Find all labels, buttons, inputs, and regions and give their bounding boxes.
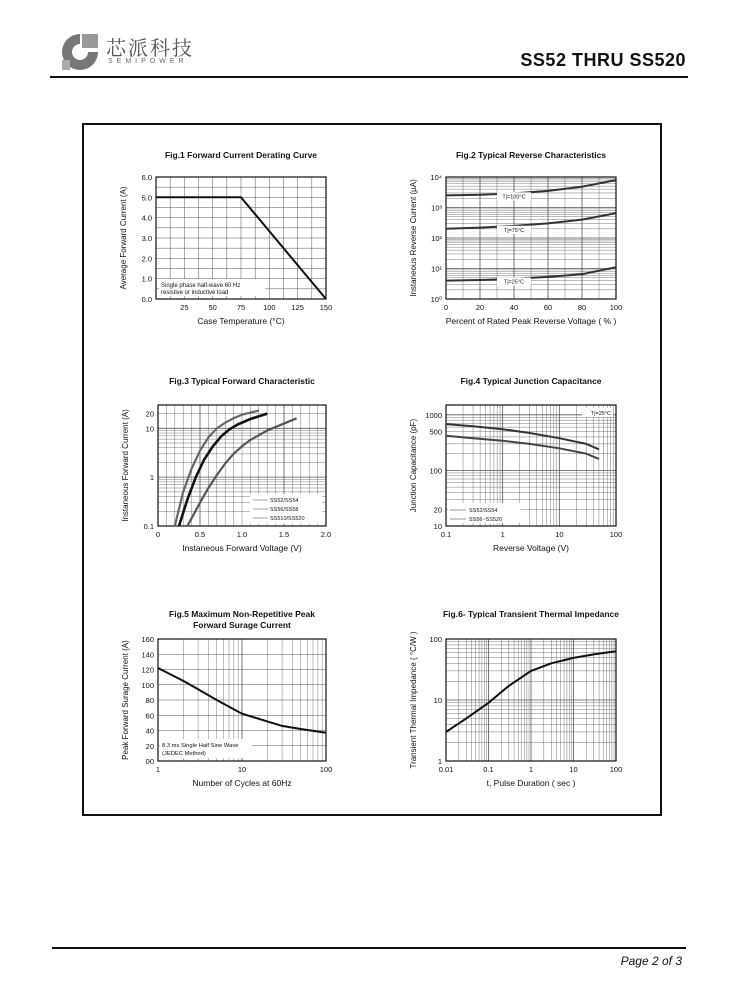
y-axis-label: Instaneous Reverse Current (µA) [409,179,418,297]
y-tick-label: 1.0 [141,274,152,284]
y-tick-label: 20 [145,409,154,419]
figure-4 [409,376,622,553]
y-tick-label: 1 [149,473,154,483]
document-title: SS52 THRU SS520 [520,50,686,70]
x-tick-label: 100 [319,765,333,774]
figure-title: Fig.1 Forward Current Derating Curve [164,150,318,160]
x-tick-label: 20 [475,303,485,312]
x-tick-label: 0.1 [440,530,452,539]
y-tick-label: 160 [141,635,154,644]
y-tick-label: 80 [145,696,154,705]
y-tick-label: 10⁰ [430,295,442,304]
y-axis-label: Junction Capacitance (pF) [409,418,418,513]
x-tick-label: 25 [180,303,189,312]
y-axis-label: Peak Forward Surage Current (A) [121,640,130,760]
figure-title: Fig.3 Typical Forward Characteristic [169,376,315,386]
x-tick-label: 125 [291,303,304,312]
y-tick-label: 40 [145,726,154,736]
data-series-line [446,424,599,449]
x-tick-label: 1 [155,765,161,774]
y-tick-label: 10⁴ [430,173,442,182]
footer-divider [52,947,686,949]
y-tick-label: 10³ [431,203,442,213]
figure-title: Fig.4 Typical Junction Capacitance [460,376,602,386]
annotation-text: Tj=100°C [502,194,526,201]
x-tick-label: 100 [609,530,623,539]
data-series-line [446,436,599,459]
y-axis-label: Average Forward Current (A) [119,186,128,290]
x-tick-label: 100 [263,303,276,312]
logo-english-text: SEMIPOWER [108,58,188,65]
y-tick-label: 140 [141,650,154,660]
y-tick-label: 1000 [425,410,442,420]
x-tick-label: 0 [443,303,449,312]
x-tick-label: 1.0 [236,530,248,539]
y-tick-label: 4.0 [141,213,152,223]
page-number: Page 2 of 3 [620,954,682,968]
y-tick-label: 10¹ [431,264,442,274]
x-tick-label: 0.1 [483,765,494,774]
y-tick-label: 6.0 [141,173,152,182]
legend-label: SS56~SS520 [469,517,503,523]
y-tick-label: 100 [429,635,442,644]
figure-title: Fig.5 Maximum Non-Repetitive Peak [169,609,315,619]
figure-6 [409,609,622,788]
y-tick-label: 20 [145,741,154,751]
x-tick-label: 40 [509,303,519,312]
x-tick-label: 80 [577,303,587,312]
y-axis-label: Transient Thermal Impedance ( °C/W ) [409,631,418,769]
x-tick-label: 50 [208,303,217,312]
x-tick-label: 60 [543,303,553,312]
x-axis-label: Reverse Voltage (V) [492,543,570,553]
figure-title-line2: Forward Surage Current [193,620,291,630]
annotation-text: Tj=75°C [503,227,525,234]
note-text: 8.3 ms Single Half Sine Wave [162,743,239,749]
x-tick-label: 100 [609,765,623,774]
note-text: Single phase half-wave 60 Hz [161,283,241,289]
figure-title: Fig.2 Typical Reverse Characteristics [455,150,607,160]
x-tick-label: 1.5 [278,530,290,539]
figure-3 [121,376,331,553]
y-tick-label: 10 [145,424,154,434]
note-text: resistive or inductive load [161,290,229,296]
figure-1 [119,150,332,326]
x-tick-label: 100 [609,303,623,312]
y-tick-label: 10 [433,696,442,705]
y-tick-label: 20 [433,505,442,515]
y-tick-label: 10² [431,234,442,243]
y-tick-label: 10 [433,522,442,531]
legend-label: SS52/SS54 [469,508,498,514]
x-tick-label: 75 [236,303,246,312]
legend-label: SS56/SS58 [270,507,299,513]
legend-label: SS510/SS520 [270,516,305,522]
x-tick-label: 10 [237,765,247,774]
y-tick-label: 500 [429,427,442,437]
x-axis-label: Number of Cycles at 60Hz [192,778,292,788]
x-tick-label: 150 [319,303,333,312]
x-tick-label: 2.0 [320,530,332,539]
y-tick-label: 100 [141,680,154,690]
logo-chinese-text: 芯派科技 [106,36,194,60]
x-axis-label: Percent of Rated Peak Reverse Voltage ( % ) [445,316,617,326]
x-tick-label: 10 [569,765,578,774]
legend-label: SS52/SS54 [270,498,299,504]
y-tick-label: 100 [429,466,442,476]
x-tick-label: 0.5 [194,530,206,539]
y-axis-label: Instaneous Forward Current (A) [121,409,130,522]
annotation-text: Tj=25°C [590,411,611,417]
x-tick-label: 10 [555,530,564,539]
figure-5 [121,609,332,788]
y-tick-label: 2.0 [141,254,152,264]
note-text: (JEDEC Method) [162,751,206,757]
x-tick-label: 1 [500,530,505,539]
y-tick-label: 3.0 [141,234,152,243]
y-tick-label: 60 [145,711,154,721]
x-tick-label: 0.01 [438,765,454,774]
y-tick-label: 00 [145,757,154,766]
annotation-text: Tj=25°C [503,279,525,286]
y-tick-label: 5.0 [141,193,152,203]
x-axis-label: Instaneous Forward Voltage (V) [182,543,302,553]
figure-2 [409,150,622,326]
y-tick-label: 1 [437,757,442,766]
y-tick-label: 0.0 [141,295,152,304]
x-axis-label: t, Pulse Duration ( sec ) [486,778,576,788]
x-axis-label: Case Temperature (°C) [197,316,285,326]
x-tick-label: 1 [528,765,534,774]
figure-title: Fig.6- Typical Transient Thermal Impedance [442,609,620,619]
x-tick-label: 0 [155,530,161,539]
y-tick-label: 120 [141,665,154,675]
y-tick-label: 0.1 [143,522,154,531]
